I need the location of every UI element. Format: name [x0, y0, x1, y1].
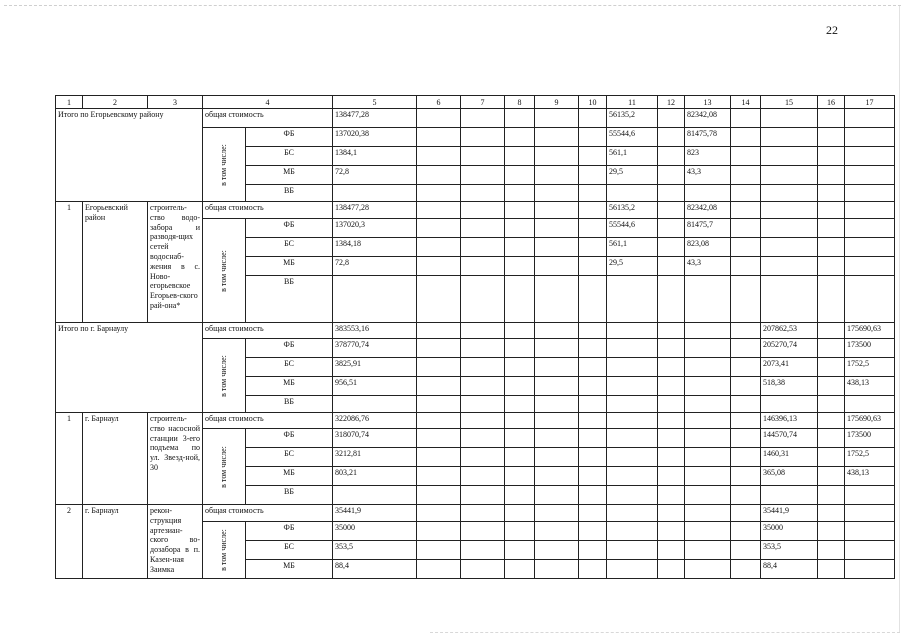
cell-col18: 173500	[845, 429, 895, 448]
table-row	[56, 109, 895, 128]
cell-col6: 383553,16	[333, 323, 417, 339]
row-number: 1	[56, 413, 83, 505]
fund-fb-label: ФБ	[246, 522, 333, 541]
col-header-15: 15	[761, 96, 818, 109]
cell-col6: 138477,28	[333, 109, 417, 128]
cell-col12: 55544,6	[607, 128, 658, 147]
col-header-6: 6	[417, 96, 461, 109]
col-header-9: 9	[535, 96, 579, 109]
cell-col18: 438,13	[845, 467, 895, 486]
cell-col16: 207862,53	[761, 323, 818, 339]
fund-bs-label: БС	[246, 541, 333, 560]
cell-col16: 88,4	[761, 560, 818, 579]
object-description: строитель-ство водо-забора и разводя-щих сетей водоснаб-жения в с. Ново-егорьевское Егорьев-ского рай-она*	[148, 202, 203, 323]
table-row	[56, 202, 895, 219]
district-name: г. Барнаул	[83, 505, 148, 579]
cell-col16: 144570,74	[761, 429, 818, 448]
cell-col6: 88,4	[333, 560, 417, 579]
cell-col6: 322086,76	[333, 413, 417, 429]
col-header-7: 7	[461, 96, 505, 109]
total-cost-label: общая стоимость	[203, 323, 333, 339]
col-header-4: 4	[203, 96, 333, 109]
cell-col12: 29,5	[607, 166, 658, 185]
cell-col14: 82342,08	[685, 202, 731, 219]
scan-right-edge	[899, 6, 900, 632]
total-cost-label: общая стоимость	[203, 109, 333, 128]
object-description: рекон-струкция артезиан-ского во-дозабора в п. Казен-ная Заимка	[148, 505, 203, 579]
fund-vb-label: ВБ	[246, 185, 333, 202]
cell-col6: 1384,18	[333, 238, 417, 257]
cell-col16: 35000	[761, 522, 818, 541]
fund-bs-label: БС	[246, 238, 333, 257]
fund-vb-label: ВБ	[246, 396, 333, 413]
cell-col6: 353,5	[333, 541, 417, 560]
cell-col16: 2073,41	[761, 358, 818, 377]
fund-vb-label: ВБ	[246, 486, 333, 505]
col-header-2: 2	[83, 96, 148, 109]
cell-col6: 72,8	[333, 257, 417, 276]
including-label: в том числе:	[219, 354, 229, 397]
cell-col6: 1384,1	[333, 147, 417, 166]
table-row	[56, 413, 895, 429]
header-row	[56, 96, 895, 109]
page-number: 22	[826, 23, 838, 37]
cell-col6: 378770,74	[333, 339, 417, 358]
cell-col16: 353,5	[761, 541, 818, 560]
district-name: г. Барнаул	[83, 413, 148, 505]
object-description: строитель-ство насосной станции 3-его подъема по ул. Звезд-ной, 30	[148, 413, 203, 505]
col-header-5: 5	[333, 96, 417, 109]
cell-col16: 35441,9	[761, 505, 818, 522]
cell-col18: 175690,63	[845, 323, 895, 339]
cell-col12: 561,1	[607, 238, 658, 257]
col-header-11: 11	[607, 96, 658, 109]
fund-bs-label: БС	[246, 448, 333, 467]
col-header-16: 16	[818, 96, 845, 109]
col-header-8: 8	[505, 96, 535, 109]
fund-mb-label: МБ	[246, 377, 333, 396]
row-number: 2	[56, 505, 83, 579]
fund-fb-label: ФБ	[246, 128, 333, 147]
cell-col14: 82342,08	[685, 109, 731, 128]
cell-col14: 823	[685, 147, 731, 166]
cell-col16: 518,38	[761, 377, 818, 396]
including-label: в том числе:	[219, 249, 229, 292]
cell-col18: 1752,5	[845, 358, 895, 377]
cell-col12: 56135,2	[607, 109, 658, 128]
group-title: Итого по Егорьевскому району	[56, 109, 203, 202]
fund-mb-label: МБ	[246, 257, 333, 276]
col-header-13: 13	[685, 96, 731, 109]
including-label: в том числе:	[219, 445, 229, 488]
cell-col12: 56135,2	[607, 202, 658, 219]
cell-col18: 1752,5	[845, 448, 895, 467]
cell-col16: 1460,31	[761, 448, 818, 467]
col-header-17: 17	[845, 96, 895, 109]
cell-col14: 81475,78	[685, 128, 731, 147]
fund-mb-label: МБ	[246, 467, 333, 486]
budget-table	[55, 95, 895, 579]
total-cost-label: общая стоимость	[203, 413, 333, 429]
row-number: 1	[56, 202, 83, 323]
cell-col6: 35441,9	[333, 505, 417, 522]
total-cost-label: общая стоимость	[203, 505, 333, 522]
scan-bottom-edge	[430, 632, 900, 633]
cell-col18: 175690,63	[845, 413, 895, 429]
cell-col12: 55544,6	[607, 219, 658, 238]
col-header-10: 10	[579, 96, 607, 109]
fund-mb-label: МБ	[246, 560, 333, 579]
including-label: в том числе:	[219, 529, 229, 571]
cell-col6: 3825,91	[333, 358, 417, 377]
col-header-12: 12	[658, 96, 685, 109]
cell-col18: 173500	[845, 339, 895, 358]
including-label: в том числе:	[219, 143, 229, 186]
fund-vb-label: ВБ	[246, 276, 333, 323]
cell-col16: 205270,74	[761, 339, 818, 358]
fund-fb-label: ФБ	[246, 339, 333, 358]
cell-col12: 29,5	[607, 257, 658, 276]
cell-col6: 137020,3	[333, 219, 417, 238]
scan-top-edge	[4, 5, 901, 6]
cell-col14: 43,3	[685, 257, 731, 276]
cell-col12: 561,1	[607, 147, 658, 166]
table-row	[56, 323, 895, 339]
fund-bs-label: БС	[246, 147, 333, 166]
cell-col6: 318070,74	[333, 429, 417, 448]
cell-col6: 72,8	[333, 166, 417, 185]
table-row	[56, 505, 895, 522]
col-header-14: 14	[731, 96, 761, 109]
fund-fb-label: ФБ	[246, 219, 333, 238]
cell-col18: 438,13	[845, 377, 895, 396]
cell-col6: 3212,81	[333, 448, 417, 467]
col-header-1: 1	[56, 96, 83, 109]
fund-bs-label: БС	[246, 358, 333, 377]
cell-col6: 137020,38	[333, 128, 417, 147]
district-name: Егорьевский район	[83, 202, 148, 323]
col-header-3: 3	[148, 96, 203, 109]
cell-col16: 146396,13	[761, 413, 818, 429]
total-cost-label: общая стоимость	[203, 202, 333, 219]
cell-col14: 43,3	[685, 166, 731, 185]
cell-col6: 956,51	[333, 377, 417, 396]
cell-col6: 35000	[333, 522, 417, 541]
fund-fb-label: ФБ	[246, 429, 333, 448]
cell-col6: 138477,28	[333, 202, 417, 219]
cell-col16: 365,08	[761, 467, 818, 486]
cell-col14: 81475,7	[685, 219, 731, 238]
cell-col6: 803,21	[333, 467, 417, 486]
fund-mb-label: МБ	[246, 166, 333, 185]
group-title: Итого по г. Барнаулу	[56, 323, 203, 413]
cell-col14: 823,08	[685, 238, 731, 257]
